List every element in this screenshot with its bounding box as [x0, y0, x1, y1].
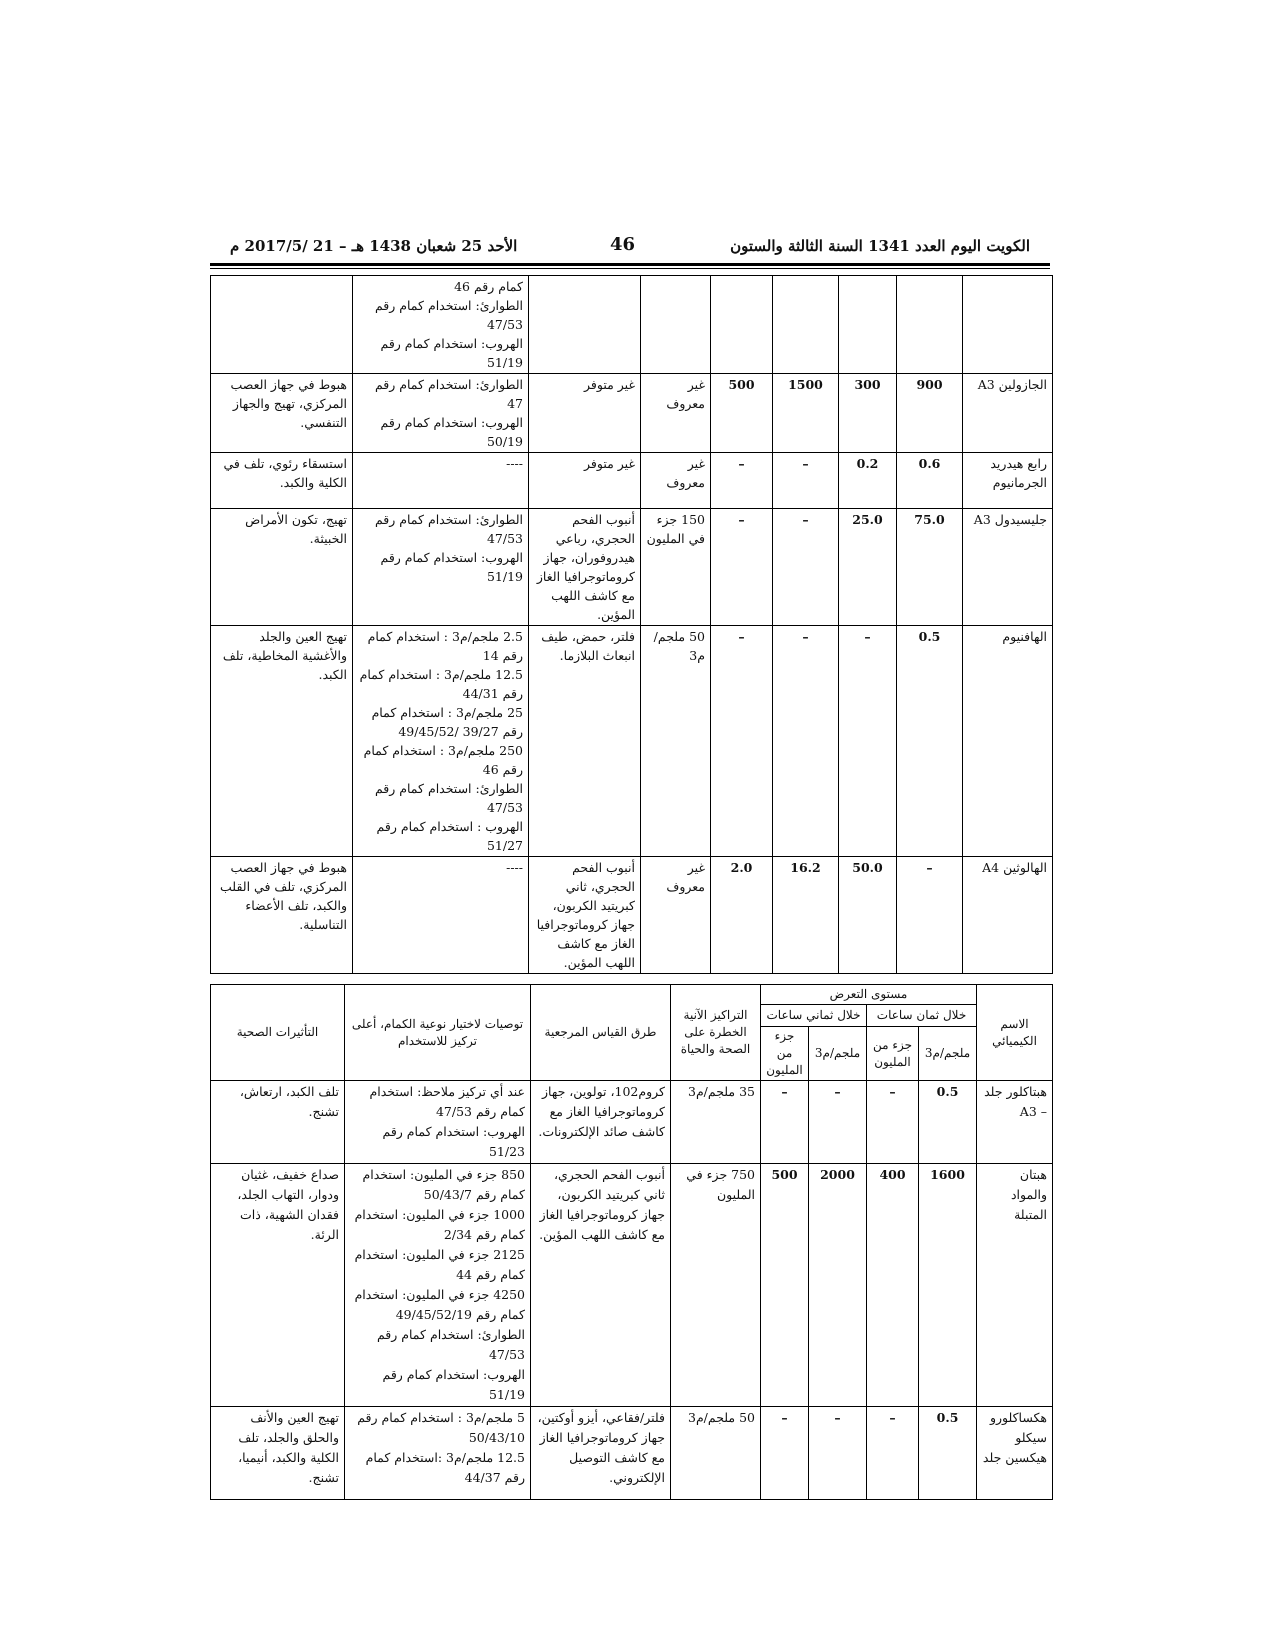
- exposure-value: –: [711, 626, 773, 857]
- exposure-value: 25.0: [839, 509, 897, 626]
- exposure-value: –: [773, 509, 839, 626]
- table-row: [211, 1407, 1053, 1500]
- exposure-value: 0.5: [919, 1407, 977, 1500]
- measurement-method: أنبوب الفحم الحجري، رباعي هيدروفوران، جهاز كروماتوجرافيا الغاز مع كاشف اللهب المؤين.: [529, 509, 641, 626]
- health-effects: صداع خفيف، غثيان ودوار، التهاب الجلد، فقدان الشهية، ذات الرئة.: [211, 1164, 345, 1407]
- col-header-ppm: جزء من المليون: [867, 1027, 919, 1081]
- table-row: [211, 1081, 1053, 1164]
- respirator-recommendation: عند أي تركيز ملاحظ: استخدام كمام رقم 47/53 الهروب: استخدام كمام رقم 51/23: [345, 1081, 531, 1164]
- chemical-name: رابع هيدريد الجرمانيوم: [963, 453, 1053, 509]
- exposure-value: [897, 276, 963, 374]
- exposure-value: 500: [711, 374, 773, 453]
- table-row: [211, 1164, 1053, 1407]
- measurement-method: كروم102، تولوين، جهاز كروماتوجرافيا الغاز مع كاشف صائد الإلكترونات.: [531, 1081, 671, 1164]
- respirator-recommendation: الطوارئ: استخدام كمام رقم 47/53 الهروب: استخدام كمام رقم 51/19: [353, 509, 529, 626]
- exposure-value: 1600: [919, 1164, 977, 1407]
- idlh-value: 35 ملجم/م3: [671, 1081, 761, 1164]
- exposure-value: –: [761, 1407, 809, 1500]
- exposure-value: 0.2: [839, 453, 897, 509]
- col-header-eight-hours: خلال ثمان ساعات: [867, 1005, 977, 1027]
- col-header-effects: التأثيرات الصحية: [211, 985, 345, 1081]
- exposure-value: [839, 276, 897, 374]
- chemical-name: هبتان والمواد المتبلة: [977, 1164, 1053, 1407]
- exposure-value: –: [839, 626, 897, 857]
- chemical-name: هبتاكلور جلد – A3: [977, 1081, 1053, 1164]
- measurement-method: فلتر، حمض، طيف انبعاث البلازما.: [529, 626, 641, 857]
- table-row: [211, 509, 1053, 626]
- measurement-method: فلتر/فقاعي، أيزو أوكتين، جهاز كروماتوجرافيا الغاز مع كاشف التوصيل الإلكتروني.: [531, 1407, 671, 1500]
- exposure-value: 2000: [809, 1164, 867, 1407]
- table-row: [211, 857, 1053, 974]
- idlh-value: 50 ملجم/م3: [641, 626, 711, 857]
- table-row: [211, 453, 1053, 509]
- idlh-value: [641, 276, 711, 374]
- idlh-value: غير معروف: [641, 374, 711, 453]
- respirator-recommendation: ----: [353, 857, 529, 974]
- col-header-mg: ملجم/م3: [919, 1027, 977, 1081]
- exposure-value: 400: [867, 1164, 919, 1407]
- chemical-name: جليسيدول A3: [963, 509, 1053, 626]
- exposure-value: 900: [897, 374, 963, 453]
- health-effects: استسقاء رئوي، تلف في الكلية والكبد.: [211, 453, 353, 509]
- exposure-table: [210, 984, 1053, 1500]
- measurement-method: أنبوب الفحم الحجري، ثاني كبريتيد الكربون، جهاز كروماتوجرافيا الغاز مع كاشف اللهب المؤين.: [529, 857, 641, 974]
- col-header-exposure: مستوى التعرض: [761, 985, 977, 1005]
- measurement-method: [529, 276, 641, 374]
- exposure-value: –: [897, 857, 963, 974]
- chemical-name: [963, 276, 1053, 374]
- exposure-value: 0.5: [897, 626, 963, 857]
- exposure-value: [711, 276, 773, 374]
- health-effects: هبوط في جهاز العصب المركزي، تهيج والجهاز التنفسي.: [211, 374, 353, 453]
- health-effects: تلف الكبد، ارتعاش، تشنج.: [211, 1081, 345, 1164]
- col-header-ppm-b: جزء من المليون: [761, 1027, 809, 1081]
- health-effects: هبوط في جهاز العصب المركزي، تلف في القلب والكبد، تلف الأعضاء التناسلية.: [211, 857, 353, 974]
- issue-date: الأحد 25 شعبان 1438 هـ – 21 /2017/5 م: [230, 237, 518, 255]
- respirator-recommendation: ----: [353, 453, 529, 509]
- chemical-name: الهالوثين A4: [963, 857, 1053, 974]
- respirator-recommendation: الطوارئ: استخدام كمام رقم 47 الهروب: استخدام كمام رقم 50/19: [353, 374, 529, 453]
- respirator-recommendation: كمام رقم 46 الطوارئ: استخدام كمام رقم 47/53 الهروب: استخدام كمام رقم 51/19: [353, 276, 529, 374]
- exposure-value: 300: [839, 374, 897, 453]
- exposure-value: 16.2: [773, 857, 839, 974]
- table-row: [211, 626, 1053, 857]
- exposure-value: [773, 276, 839, 374]
- respirator-recommendation: 850 جزء في المليون: استخدام كمام رقم 50/43/7 1000 جزء في المليون: استخدام كمام رقم 2/34 2125 جزء في المليون: استخدام كمام رقم 44 4250 جزء في المليون: استخدام كمام رقم 49/45/52/19 الطوارئ: استخدام كمام رقم 47/53 الهروب: استخدام كمام رقم 51/19: [345, 1164, 531, 1407]
- exposure-value: 1500: [773, 374, 839, 453]
- exposure-value: –: [761, 1081, 809, 1164]
- idlh-value: غير معروف: [641, 453, 711, 509]
- exposure-value: –: [773, 626, 839, 857]
- exposure-value: 2.0: [711, 857, 773, 974]
- table-row: [211, 374, 1053, 453]
- health-effects: [211, 276, 353, 374]
- chemical-name: الهافنيوم: [963, 626, 1053, 857]
- page-number: 46: [610, 234, 636, 255]
- chemical-name: الجازولين A3: [963, 374, 1053, 453]
- health-effects: تهيج، تكون الأمراض الخبيثة.: [211, 509, 353, 626]
- exposure-value: –: [711, 509, 773, 626]
- exposure-value: 500: [761, 1164, 809, 1407]
- table-row: [211, 276, 1053, 374]
- header-rule: [210, 263, 1050, 269]
- health-effects: تهيج العين والأنف والحلق والجلد، تلف الكلية والكبد، أنيميا، تشنج.: [211, 1407, 345, 1500]
- measurement-method: غير متوفر: [529, 374, 641, 453]
- health-effects: تهيج العين والجلد والأغشية المخاطية، تلف الكبد.: [211, 626, 353, 857]
- respirator-recommendation: 2.5 ملجم/م3 : استخدام كمام رقم 14 12.5 ملجم/م3 : استخدام كمام رقم 44/31 25 ملجم/م3 : استخدام كمام رقم 39/27 /49/45/52 250 ملجم/م3 : استخدام كمام رقم 46 الطوارئ: استخدام كمام رقم 47/53 الهروب : استخدام كمام رقم 51/27: [353, 626, 529, 857]
- exposure-value: –: [773, 453, 839, 509]
- col-header-mg-b: ملجم/م3: [809, 1027, 867, 1081]
- exposure-table-continued: [210, 275, 1053, 974]
- idlh-value: 150 جزء في المليون: [641, 509, 711, 626]
- exposure-value: –: [867, 1407, 919, 1500]
- respirator-recommendation: 5 ملجم/م3 : استخدام كمام رقم 50/43/10 12.5 ملجم/م3 :استخدام كمام رقم 44/37: [345, 1407, 531, 1500]
- idlh-value: غير معروف: [641, 857, 711, 974]
- exposure-value: 0.6: [897, 453, 963, 509]
- measurement-method: غير متوفر: [529, 453, 641, 509]
- exposure-value: –: [809, 1407, 867, 1500]
- exposure-value: –: [867, 1081, 919, 1164]
- idlh-value: 50 ملجم/م3: [671, 1407, 761, 1500]
- idlh-value: 750 جزء في المليون: [671, 1164, 761, 1407]
- exposure-value: 0.5: [919, 1081, 977, 1164]
- exposure-value: –: [809, 1081, 867, 1164]
- measurement-method: أنبوب الفحم الحجري، ثاني كبريتيد الكربون، جهاز كروماتوجرافيا الغاز مع كاشف اللهب المؤين.: [531, 1164, 671, 1407]
- exposure-value: 50.0: [839, 857, 897, 974]
- exposure-value: –: [711, 453, 773, 509]
- col-header-idlh: التراكيز الآنية الخطرة على الصحة والحياة: [671, 985, 761, 1081]
- col-header-recommendations: توصيات لاختيار نوعية الكمام، أعلى تركيز للاستخدام: [345, 985, 531, 1081]
- chemical-name: هكساكلورو سيكلو هيكسين جلد: [977, 1407, 1053, 1500]
- exposure-value: 75.0: [897, 509, 963, 626]
- newspaper-issue-info: الكويت اليوم العدد 1341 السنة الثالثة والستون: [730, 237, 1030, 255]
- col-header-eight-hours-b: خلال ثماني ساعات: [761, 1005, 867, 1027]
- page-header: [230, 234, 1030, 263]
- col-header-methods: طرق القياس المرجعية: [531, 985, 671, 1081]
- col-header-name: الاسم الكيميائي: [977, 985, 1053, 1081]
